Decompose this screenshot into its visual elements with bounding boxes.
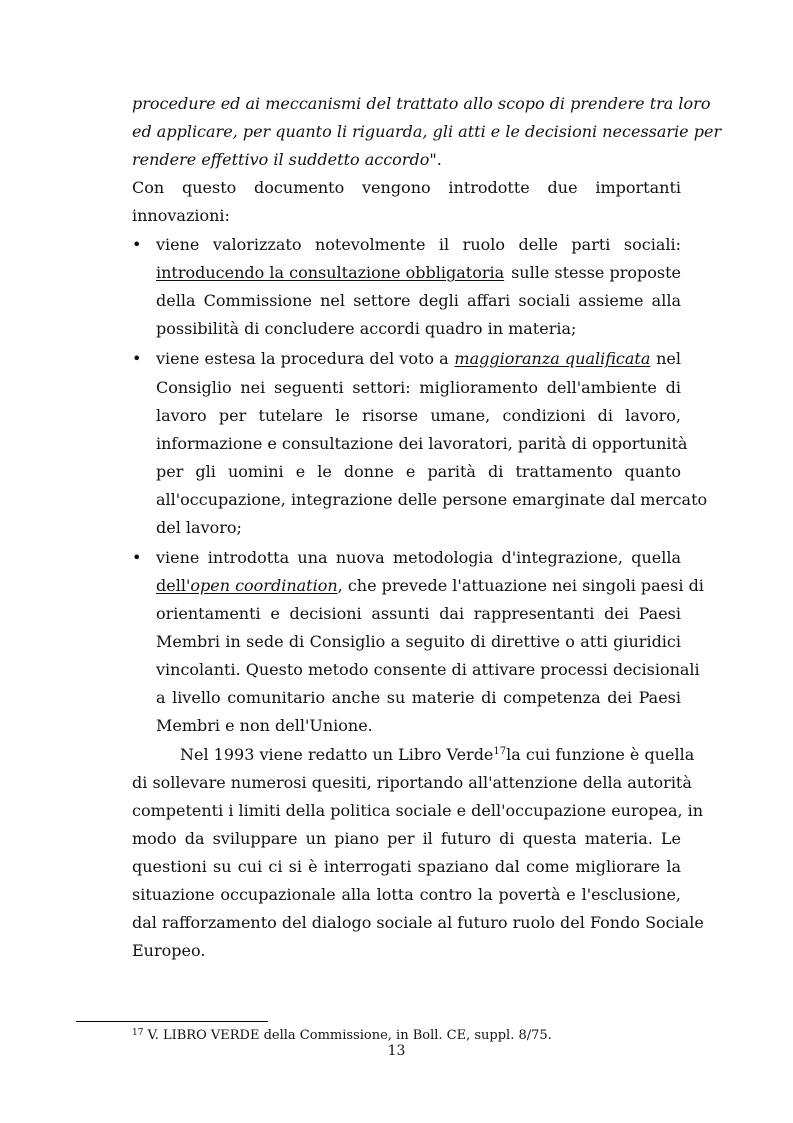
text-line: competenti i limiti della politica sociale e dell'occupazione europea, in <box>132 801 704 820</box>
text-run: la cui funzione è quella <box>506 745 695 764</box>
footnote-text: V. LIBRO VERDE della Commissione, in Boll. CE, suppl. 8/75. <box>143 1028 552 1043</box>
text-run: nel <box>656 349 681 368</box>
text-line: Europeo. <box>132 941 206 960</box>
italic-text: open coordination <box>190 576 338 595</box>
underlined-text: introducendo la consultazione obbligatoria <box>156 263 505 282</box>
text-line: questioni su cui ci si è interrogati spaziano dal come migliorare la <box>132 857 681 876</box>
list-item-line: possibilità di concludere accordi quadro in materia; <box>156 319 577 338</box>
bullet-marker: • <box>132 349 142 368</box>
list-item-line <box>156 575 704 597</box>
text-line: Con questo documento vengono introdotte due importanti <box>132 178 681 197</box>
list-item-line: orientamenti e decisioni assunti dai rappresentanti dei Paesi <box>156 604 681 623</box>
bullet-marker: • <box>132 548 142 567</box>
footnote-ref: 17 <box>493 746 507 757</box>
list-item-line: Membri in sede di Consiglio a seguito di direttive o atti giuridici <box>156 632 681 651</box>
bullet-marker: • <box>132 235 142 254</box>
text-run <box>180 744 506 766</box>
text-run: Nel 1993 viene redatto un Libro Verde <box>180 745 494 764</box>
footnote-number: 17 <box>132 1028 144 1038</box>
text-line: innovazioni: <box>132 206 230 225</box>
text-run: , che prevede l'attuazione nei singoli paesi di <box>337 576 704 595</box>
footnote <box>132 1028 552 1044</box>
text-line: situazione occupazionale alla lotta contro la povertà e l'esclusione, <box>132 885 681 904</box>
list-item-line: del lavoro; <box>156 518 242 537</box>
text-run: dell' <box>156 576 191 595</box>
list-item-line: Consiglio nei seguenti settori: miglioramento dell'ambiente di <box>156 378 681 397</box>
text-line: dal rafforzamento del dialogo sociale al futuro ruolo del Fondo Sociale <box>132 913 704 932</box>
list-item-line: della Commissione nel settore degli affari sociali assieme alla <box>156 291 681 310</box>
text-run: viene estesa la procedura del voto a <box>156 349 449 368</box>
list-item-line: lavoro per tutelare le risorse umane, condizioni di lavoro, <box>156 406 681 425</box>
list-item-line: informazione e consultazione dei lavoratori, parità di opportunità <box>156 434 688 453</box>
text-run: ". <box>429 150 442 169</box>
text-line <box>132 149 681 171</box>
text-line: di sollevare numerosi quesiti, riportando all'attenzione della autorità <box>132 773 692 792</box>
text-line: procedure ed ai meccanismi del trattato allo scopo di prendere tra loro <box>132 94 711 113</box>
list-item-line: viene introdotta una nuova metodologia d'integrazione, quella <box>156 548 681 567</box>
list-item-line: viene valorizzato notevolmente il ruolo delle parti sociali: <box>156 235 681 254</box>
list-item-line <box>156 348 681 370</box>
text-line: ed applicare, per quanto li riguarda, gli atti e le decisioni necessarie per <box>132 122 722 141</box>
list-item-line <box>156 262 681 284</box>
footnote-divider <box>76 1021 268 1022</box>
text-line: modo da sviluppare un piano per il futuro di questa materia. Le <box>132 829 681 848</box>
text-run: sulle stesse proposte <box>511 263 681 282</box>
list-item-line: all'occupazione, integrazione delle persone emarginate dal mercato <box>156 490 708 509</box>
page-number: 13 <box>387 1043 406 1059</box>
list-item-line: a livello comunitario anche su materie di competenza dei Paesi <box>156 688 681 707</box>
list-item-line: per gli uomini e le donne e parità di trattamento quanto <box>156 462 681 481</box>
text-line <box>180 744 695 766</box>
underlined-text <box>156 575 338 597</box>
italic-text: rendere effettivo il suddetto accordo <box>132 150 430 169</box>
list-item-line: vincolanti. Questo metodo consente di attivare processi decisionali <box>156 660 700 679</box>
underlined-italic-text: maggioranza qualificata <box>454 349 651 368</box>
list-item-line: Membri e non dell'Unione. <box>156 716 373 735</box>
